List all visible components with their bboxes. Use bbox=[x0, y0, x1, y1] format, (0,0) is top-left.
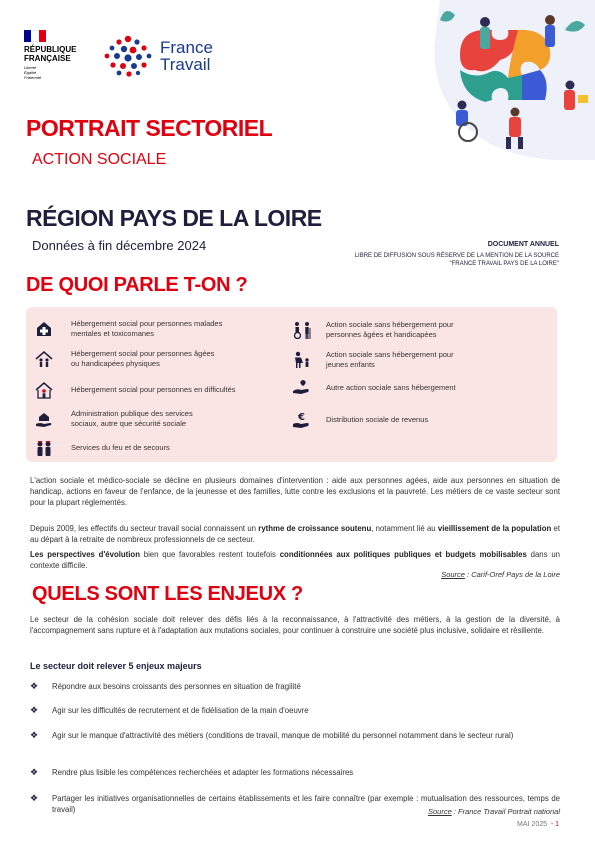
text-run: Depuis 2009, les effectifs du secteur travail social connaissent un bbox=[30, 524, 259, 533]
diffusion-note: LIBRE DE DIFFUSION SOUS RÉSERVE DE LA MENTION DE LA SOURCE "FRANCE TRAVAIL PAYS DE LA LOIRE" bbox=[354, 253, 559, 267]
source-label: Source bbox=[427, 807, 452, 816]
activity-label: Administration publique des services sociaux, autre que sécurité sociale bbox=[71, 409, 193, 428]
activity-item bbox=[292, 350, 454, 369]
child-care-icon bbox=[292, 351, 312, 369]
intro-paragraph: L'action sociale et médico-sociale se décline en plusieurs domaines d'intervention : aide aux personnes agées, aide aux personnes en situation de handicap, actions en faveur de l'enfance, de la jeunesse et des familles, lutte contre les exclusions et la pauvreté. Les métiers de ce vaste secteur sont pour la plupart réglementés. bbox=[30, 476, 560, 507]
team-puzzle-illustration bbox=[400, 0, 595, 160]
house-family-icon bbox=[34, 350, 54, 368]
outlook-paragraph bbox=[30, 549, 560, 571]
issue-item bbox=[30, 705, 560, 716]
activity-item bbox=[292, 320, 454, 339]
text-bold: Les perspectives d'évolution bbox=[30, 550, 140, 559]
document-type-label: DOCUMENT ANNUEL bbox=[487, 241, 559, 248]
issue-item bbox=[30, 681, 560, 692]
activity-item bbox=[34, 439, 170, 457]
source-label: Source bbox=[441, 570, 465, 579]
source-text: : France Travail Portrait national bbox=[451, 807, 560, 816]
footer-date: MAI 2025 bbox=[517, 821, 547, 828]
diamond-bullet-icon: ❖ bbox=[30, 730, 39, 740]
issue-item bbox=[30, 767, 560, 778]
activity-item bbox=[34, 319, 222, 338]
section-heading-what: DE QUOI PARLE T-ON ? bbox=[26, 274, 248, 296]
text-run: , notamment lié au bbox=[371, 524, 438, 533]
activity-item bbox=[34, 349, 214, 368]
rf-title: RÉPUBLIQUE FRANÇAISE bbox=[24, 45, 77, 63]
activities-box bbox=[26, 307, 557, 462]
text-bold: conditionnées aux politiques publiques et budgets mobilisables bbox=[279, 550, 527, 559]
hospital-cross-icon bbox=[34, 320, 54, 338]
diamond-bullet-icon: ❖ bbox=[30, 681, 39, 691]
source-text: : Carif-Oref Pays de la Loire bbox=[464, 570, 560, 579]
text-bold: rythme de croissance soutenu bbox=[258, 524, 372, 533]
firefighters-icon bbox=[34, 439, 54, 457]
elderly-wheelchair-icon bbox=[292, 321, 312, 339]
activity-item bbox=[34, 381, 236, 399]
region-title: RÉGION PAYS DE LA LOIRE bbox=[26, 205, 322, 231]
diamond-bullet-icon: ❖ bbox=[30, 705, 39, 715]
section-heading-issues: QUELS SONT LES ENJEUX ? bbox=[32, 583, 303, 605]
activity-item bbox=[292, 411, 428, 429]
helping-hand-icon bbox=[292, 379, 312, 397]
france-travail-logo bbox=[102, 34, 213, 78]
text-run: et au départ à la retraite de nombreux professionnels de ce secteur. bbox=[30, 524, 561, 544]
hand-house-icon bbox=[34, 410, 54, 428]
rf-motto: Liberté Égalité Fraternité bbox=[24, 65, 42, 80]
french-flag-icon bbox=[24, 30, 46, 42]
issue-text: Agir sur les difficultés de recrutement et de fidélisation de la main d'oeuvre bbox=[52, 706, 309, 715]
activity-label: Hébergement social pour personnes âgées ou handicapées physiques bbox=[71, 349, 215, 368]
activity-label: Hébergement social pour personnes malades mentales et toxicomanes bbox=[71, 319, 223, 338]
issue-text: Agir sur le manque d'attractivité des métiers (conditions de travail, manque de mobilité du personnel notamment dans le secteur rural) bbox=[52, 731, 514, 740]
republique-francaise-logo bbox=[24, 30, 94, 80]
text-run: dans un contexte difficile. bbox=[30, 550, 560, 570]
activity-item bbox=[34, 409, 193, 428]
svg-text:€: € bbox=[298, 412, 305, 423]
text-bold: vieillissement de la population bbox=[437, 524, 552, 533]
issues-intro: Le secteur de la cohésion sociale doit relever des défis liés à la reconnaissance, à l'attractivité des métiers, à la gestion de la diversité, à l'accompagnement sans rupture et à l'adaptation aux mutations sociales, pour continuer à construire une société plus inclusive, solidaire et résiliente. bbox=[30, 615, 560, 635]
house-person-icon bbox=[34, 381, 54, 399]
issues-subheading: Le secteur doit relever 5 enjeux majeurs bbox=[30, 661, 202, 671]
source-note bbox=[428, 807, 560, 816]
growth-paragraph bbox=[30, 523, 560, 545]
france-travail-name: France Travail bbox=[160, 38, 213, 74]
data-date: Données à fin décembre 2024 bbox=[32, 238, 207, 253]
issue-text: Partager les initiatives organisationnelles de certains établissements et les faire connaître (par exemple : mutualisation des ressources, temps de travail) bbox=[52, 794, 560, 814]
issue-text: Rendre plus lisible les compétences recherchées et adapter les formations nécessaires bbox=[52, 768, 354, 777]
activity-label: Hébergement social pour personnes en difficultés bbox=[71, 385, 236, 395]
activity-label: Action sociale sans hébergement pour personnes âgées et handicapées bbox=[326, 320, 454, 339]
activity-label: Distribution sociale de revenus bbox=[326, 415, 429, 425]
page-subtitle: ACTION SOCIALE bbox=[32, 151, 167, 168]
page-title: PORTRAIT SECTORIEL bbox=[26, 115, 273, 141]
france-travail-dots-icon bbox=[102, 34, 154, 78]
source-note bbox=[441, 570, 560, 579]
activity-item bbox=[292, 379, 456, 397]
activity-label: Autre action sociale sans hébergement bbox=[326, 383, 456, 393]
diamond-bullet-icon: ❖ bbox=[30, 767, 39, 777]
activity-label: Services du feu et de secours bbox=[71, 443, 170, 453]
page-number: - 1 bbox=[550, 821, 559, 828]
text-run: bien que favorables restent toutefois bbox=[139, 550, 280, 559]
activity-label: Action sociale sans hébergement pour jeunes enfants bbox=[326, 350, 454, 369]
diamond-bullet-icon: ❖ bbox=[30, 793, 39, 803]
issue-text: Répondre aux besoins croissants des personnes en situation de fragilité bbox=[52, 682, 301, 691]
euro-hand-icon bbox=[292, 411, 312, 429]
issue-item bbox=[30, 730, 560, 741]
